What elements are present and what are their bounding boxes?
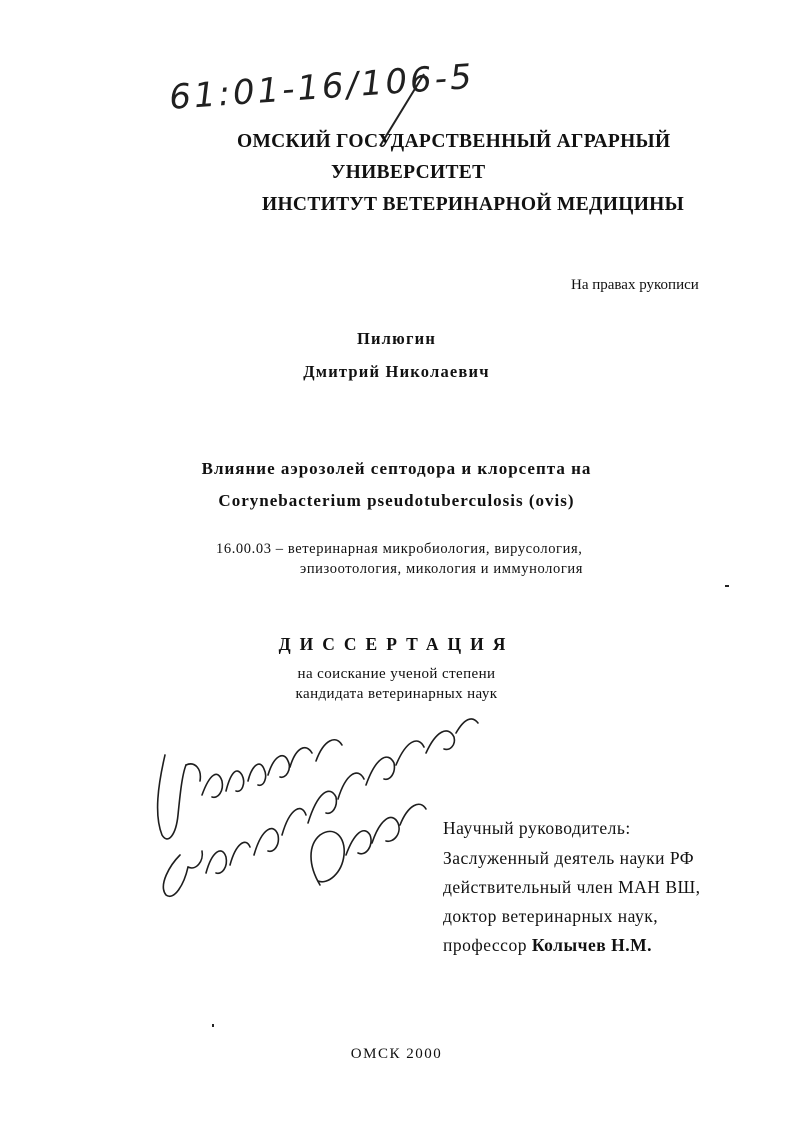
- university-line-1: ОМСКИЙ ГОСУДАРСТВЕННЫЙ АГРАРНЫЙ: [237, 131, 671, 152]
- supervisor-label: Научный руководитель:: [443, 818, 631, 838]
- supervisor-line-4: [443, 935, 652, 956]
- archive-number: 61:01-16/106-5: [168, 56, 476, 118]
- author-surname: Пилюгин: [356, 329, 437, 348]
- specialty-line-2: эпизоотология, микология и иммунология: [300, 561, 584, 577]
- university-line-2: УНИВЕРСИТЕТ: [331, 162, 486, 183]
- supervisor-line-3: доктор ветеринарных наук,: [443, 906, 659, 926]
- supervisor-title: профессор: [443, 935, 532, 955]
- author-name: Дмитрий Николаевич: [303, 362, 490, 381]
- supervisor-name: Колычев Н.М.: [531, 935, 652, 955]
- stray-mark-2: [212, 1024, 214, 1027]
- stray-mark: [725, 585, 729, 587]
- thesis-title-line-2: Corynebacterium pseudotuberculosis (ovis): [218, 491, 575, 510]
- document-type: ДИССЕРТАЦИЯ: [278, 634, 515, 654]
- supervisor-line-1: Заслуженный деятель науки РФ: [443, 848, 695, 868]
- institute-name: ИНСТИТУТ ВЕТЕРИНАРНОЙ МЕДИЦИНЫ: [262, 194, 685, 215]
- degree-line-1: на соискание ученой степени: [297, 666, 496, 682]
- signature-text: Пилюгин Дмитрий Николаевич: [150, 910, 164, 911]
- handwritten-signature: [140, 695, 485, 920]
- degree-line-2: кандидата ветеринарных наук: [295, 686, 498, 702]
- thesis-title-line-1: Влияние аэрозолей септодора и клорсепта на: [201, 459, 592, 478]
- manuscript-note: На правах рукописи: [571, 277, 699, 293]
- city-year: ОМСК 2000: [350, 1046, 443, 1062]
- supervisor-line-2: действительный член МАН ВШ,: [443, 877, 701, 897]
- specialty-line-1: 16.00.03 – ветеринарная микробиология, вирусология,: [216, 541, 583, 557]
